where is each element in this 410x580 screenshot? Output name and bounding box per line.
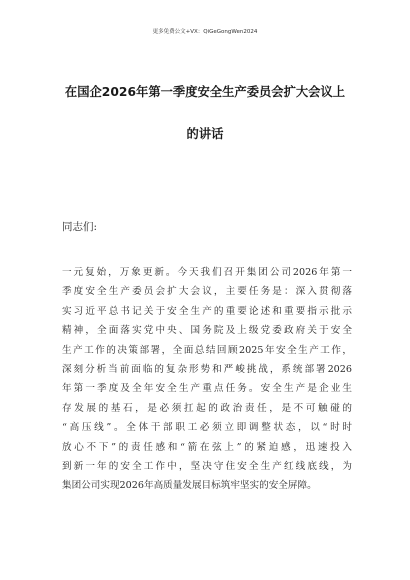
body-line: “高压线”。全体干部职工必须立即调整状态，以“时时 — [62, 422, 352, 434]
body-line: 深刻分析当前面临的复杂形势和严峻挑战，系统部署2026 — [62, 364, 352, 376]
document-title-line-1: 在国企2026年第一季度安全生产委员会扩大会议上 — [64, 85, 346, 99]
document-title-line-2: 的讲话 — [186, 127, 224, 141]
body-line: 集团公司实现2026年高质量发展目标筑牢坚实的安全屏障。 — [62, 480, 317, 492]
body-line: 年第一季度及全年安全生产重点任务。安全生产是企业生 — [62, 383, 352, 395]
body-line: 精神，全面落实党中央、国务院及上级党委政府关于安全 — [62, 325, 352, 337]
salutation: 同志们: — [62, 221, 98, 233]
body-paragraph — [62, 263, 352, 496]
body-line: 实习近平总书记关于安全生产的重要论述和重要指示批示 — [62, 305, 352, 317]
body-line: 季度安全生产委员会扩大会议，主要任务是：深入贯彻落 — [62, 286, 352, 298]
body-line: 一元复始，万象更新。今天我们召开集团公司2026年第一 — [62, 267, 352, 278]
body-line: 到新一年的安全工作中，坚决守住安全生产红线底线，为 — [62, 461, 352, 473]
body-line: 存发展的基石，是必须扛起的政治责任，是不可触碰的 — [62, 402, 352, 414]
page-header: 更多免费公文+VX：QiGeGongWen2024 — [152, 29, 258, 35]
body-line: 放心不下”的责任感和“箭在弦上”的紧迫感，迅速投入 — [62, 441, 352, 453]
body-line: 生产工作的决策部署，全面总结回顾2025年安全生产工作， — [62, 344, 352, 356]
